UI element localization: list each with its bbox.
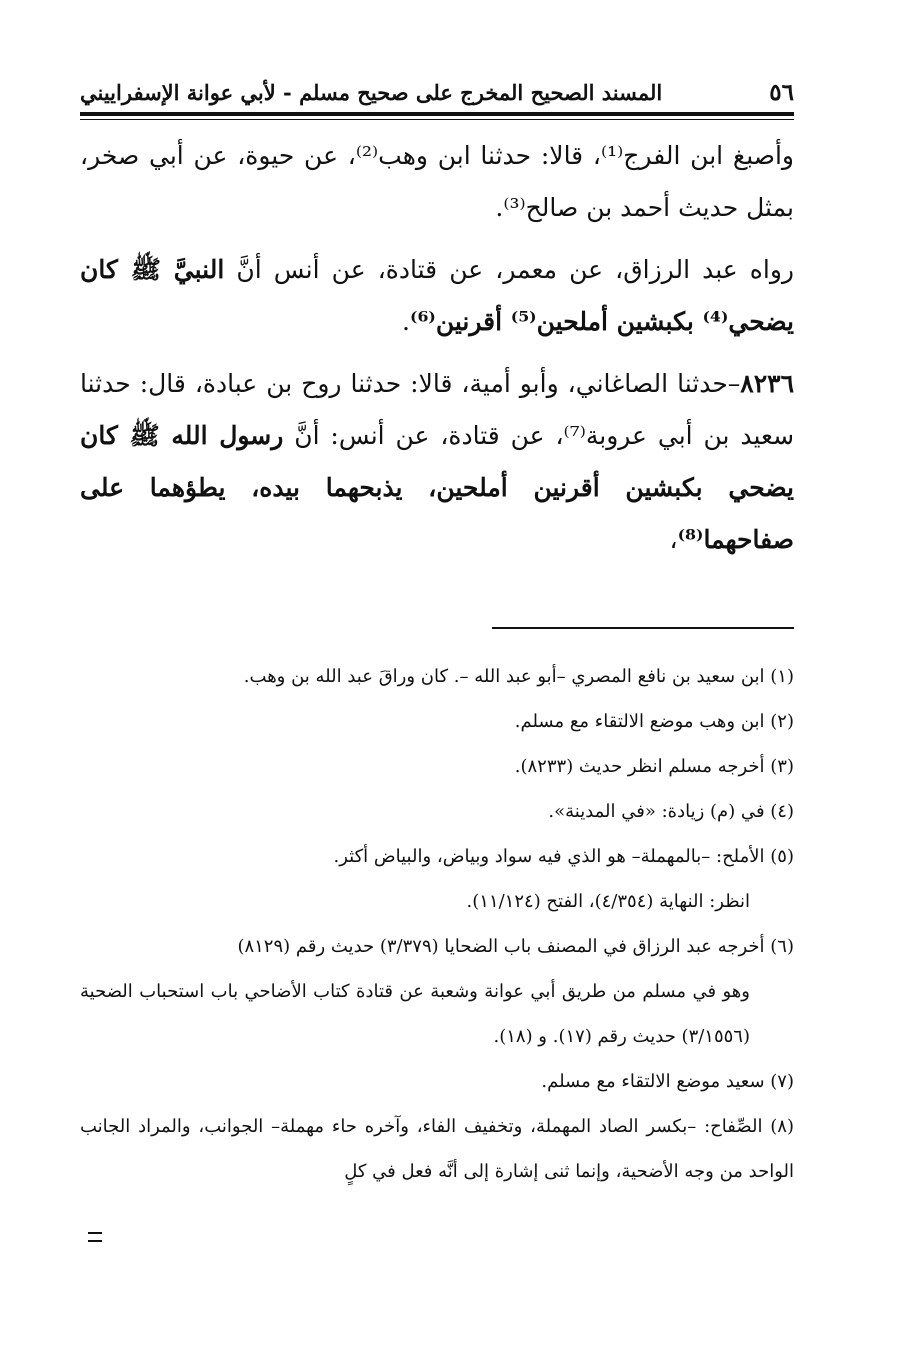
- footnote-5: (٥) الأملح: –بالمهملة– هو الذي فيه سواد وبياض، والبياض أكثر.: [333, 846, 794, 867]
- hadith-isnad: –حدثنا الصاغاني، وأبو أمية، قالا: حدثنا روح بن عبادة، قال: حدثنا سعيد بن أبي عروبة⁽⁷⁾، عن قتادة، عن أنس: أنَّ: [80, 369, 795, 450]
- footnote-4: (٤) في (م) زيادة: «في المدينة».: [548, 801, 794, 822]
- footnote-6-continuation: وهو في مسلم من طريق أبي عوانة وشعبة عن قتادة كتاب الأضاحي باب استحباب الضحية (٣/١٥٥٦) حديث رقم (١٧). و (١٨).: [80, 981, 750, 1047]
- footnote-7: (٧) سعيد موضع الالتقاء مع مسلم.: [541, 1071, 794, 1092]
- footnote-3: (٣) أخرجه مسلم انظر حديث (٨٢٣٣).: [514, 756, 794, 777]
- footnote-2: (٢) ابن وهب موضع الالتقاء مع مسلم.: [514, 711, 794, 732]
- page-header: [80, 74, 794, 110]
- paragraph-abdurrazzaq: [80, 244, 794, 348]
- footnote-6: (٦) أخرجه عبد الرزاق في المصنف باب الضحايا (٣/٣٧٩) حديث رقم (٨١٢٩): [237, 936, 794, 957]
- hadith-matn: النبيَّ ﷺ كان يضحي⁽⁴⁾ بكبشين أملحين⁽⁵⁾ أقرنين⁽⁶⁾: [80, 255, 794, 336]
- hadith-matn: رسول الله ﷺ كان يضحي بكبشين أقرنين أملحين، يذبحهما بيده، يطؤهما على صفاحهما⁽⁸⁾: [80, 421, 794, 554]
- paragraph-continuation: وأصبغ ابن الفرج⁽¹⁾، قالا: حدثنا ابن وهب⁽²⁾، عن حيوة، عن أبي صخر، بمثل حديث أحمد بن صالح⁽³⁾.: [80, 141, 794, 222]
- paragraph-end: .: [402, 307, 410, 336]
- footnote-separator: [492, 627, 794, 629]
- footnote-8: (٨) الصِّفاح: –بكسر الصاد المهملة، وتخفيف الفاء، وآخره حاء مهملة– الجوانب، والمراد الجانب الواحد من وجه الأضحية، وإنما ثنى إشارة إلى أنَّه فعل في كلٍ: [80, 1116, 794, 1182]
- paragraph-text: رواه عبد الرزاق، عن معمر، عن قتادة، عن أنس أنَّ: [224, 255, 794, 284]
- footnotes: [80, 654, 794, 1194]
- footnote-5-reference: انظر: النهاية (٤/٣٥٤)، الفتح (١١/١٢٤).: [466, 891, 750, 912]
- hadith-8236: [80, 358, 794, 566]
- running-title: المسند الصحيح المخرج على صحيح مسلم - لأبي عوانة الإسفراييني: [80, 79, 663, 105]
- footnote-1: (١) ابن سعيد بن نافع المصري –أبو عبد الله –. كان وراقَ عبد الله بن وهب.: [243, 666, 794, 687]
- page-number: ٥٦: [769, 78, 794, 106]
- header-rule-thick: [80, 112, 794, 116]
- header-rule-thin: [80, 119, 794, 120]
- continuation-mark: [88, 1232, 102, 1242]
- main-text: [80, 130, 794, 574]
- paragraph-end: ،: [669, 525, 678, 554]
- hadith-number: ٨٢٣٦: [740, 369, 794, 398]
